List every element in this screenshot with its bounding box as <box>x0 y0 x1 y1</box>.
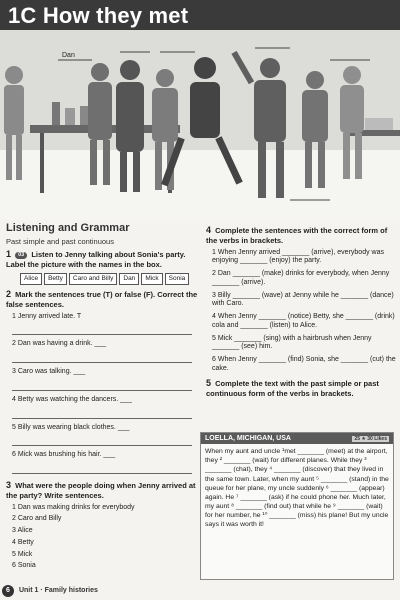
exercise-2-item: 1 Jenny arrived late. T <box>12 312 82 320</box>
exercise-3-item[interactable]: 6 Sonia <box>12 562 36 570</box>
answer-line[interactable] <box>12 411 192 419</box>
exercise-2-item: 5 Billy was wearing black clothes. ___ <box>12 423 130 431</box>
dan-label: Dan <box>62 52 75 59</box>
answer-line[interactable] <box>12 466 192 474</box>
exercise-3-item[interactable]: 2 Caro and Billy <box>12 515 62 523</box>
exercise-4-item[interactable]: 5 Mick _______ (sing) with a hairbrush when Jenny _______ (see) him. <box>212 334 372 351</box>
exercise-2-item: 4 Betty was watching the dancers. ___ <box>12 395 132 403</box>
exercise-4-item[interactable]: 2 Dan _______ (make) drinks for everybody, when Jenny _______ (arrive). <box>212 270 390 286</box>
section-title: Listening and Grammar <box>6 222 130 234</box>
reading-header: LOELLA, MICHIGAN, USA 25 ★ 30 Likes <box>201 433 393 444</box>
name-chip: Sonia <box>165 273 190 285</box>
exercise-2-item: 6 Mick was brushing his hair. ___ <box>12 451 116 459</box>
name-chip: Alice <box>20 273 42 285</box>
right-column <box>206 222 396 401</box>
name-chip: Caro and Billy <box>69 273 117 285</box>
name-chip: Dan <box>119 273 139 285</box>
left-column <box>6 222 202 574</box>
name-chip: Betty <box>44 273 67 285</box>
exercise-2-item: 3 Caro was talking. ___ <box>12 368 86 375</box>
exercise-2-item: 2 Dan was having a drink. ___ <box>12 340 107 348</box>
unit-label: Unit 1 · Family histories <box>18 587 98 594</box>
answer-line[interactable] <box>12 327 192 335</box>
exercise-4-item[interactable]: 3 Billy _______ (wave) at Jenny while he _______ (dance) with Caro. <box>212 291 394 308</box>
exercise-4-instruction: 4 Complete the sentences with the correct form of the verbs in brackets. <box>206 225 388 246</box>
audio-track-badge: 03 <box>15 252 27 259</box>
reading-text-box <box>200 432 394 580</box>
page-title: 1C How they met <box>0 0 400 30</box>
exercise-4-item[interactable]: 1 When Jenny arrived _______ (arrive), everybody was enjoying _______ (enjoy) the party. <box>212 248 384 265</box>
reading-body[interactable]: When my aunt and uncle ¹met _______ (meet) at the airport, they ² _______ (wait) for different planes. While they ³ _______ (chat), they ⁴ _______ (discover) that they lived in the same town. Later, when my aunt ⁵ _______ (stand) in the queue for her plane, my uncle suddenly ⁶ _______ (appear) again. He ⁷ _______ (ask) if he could phone her. Much later, my aunt ⁸ _______ (find out) that while he ⁹ _______ (wait) for her number, he ¹⁰ _______ (miss) his plane! But my uncle says it was worth it! <box>205 448 389 529</box>
exercise-4-item[interactable]: 6 When Jenny _______ (find) Sonia, she _______ (cut) the cake. <box>212 356 396 372</box>
exercise-5-instruction: 5 Complete the text with the past simple or past continuous form of the verbs in brackets. <box>206 377 379 398</box>
exercise-1-instruction: 1 03 Listen to Jenny talking about Sonia's party. Label the picture with the names in the box. <box>6 249 186 270</box>
likes-tag: 25 ★ 30 Likes <box>354 436 387 442</box>
page-number: 6 <box>2 585 14 597</box>
name-chip: Mick <box>141 273 162 285</box>
exercise-3-item[interactable]: 1 Dan was making drinks for everybody <box>12 503 135 511</box>
exercise-2-instruction: 2 Mark the sentences true (T) or false (F). Correct the false sentences. <box>6 288 198 310</box>
answer-line[interactable] <box>12 355 192 363</box>
page-footer <box>2 585 98 597</box>
answer-line[interactable] <box>12 383 192 391</box>
exercise-3-item[interactable]: 5 Mick <box>12 550 33 558</box>
section-subtitle: Past simple and past continuous <box>6 236 114 246</box>
exercise-3-instruction: 3 What were the people doing when Jenny arrived at the party? Write sentences. <box>6 480 196 501</box>
exercise-4-item[interactable]: 4 When Jenny _______ (notice) Betty, she _______ (drink) cola and _______ (listen) to Alice. <box>212 313 395 329</box>
name-box <box>20 273 202 285</box>
exercise-3-item[interactable]: 4 Betty <box>12 538 34 546</box>
party-illustration <box>0 30 400 220</box>
exercise-3-item[interactable]: 3 Alice <box>12 527 33 535</box>
answer-line[interactable] <box>12 438 192 446</box>
